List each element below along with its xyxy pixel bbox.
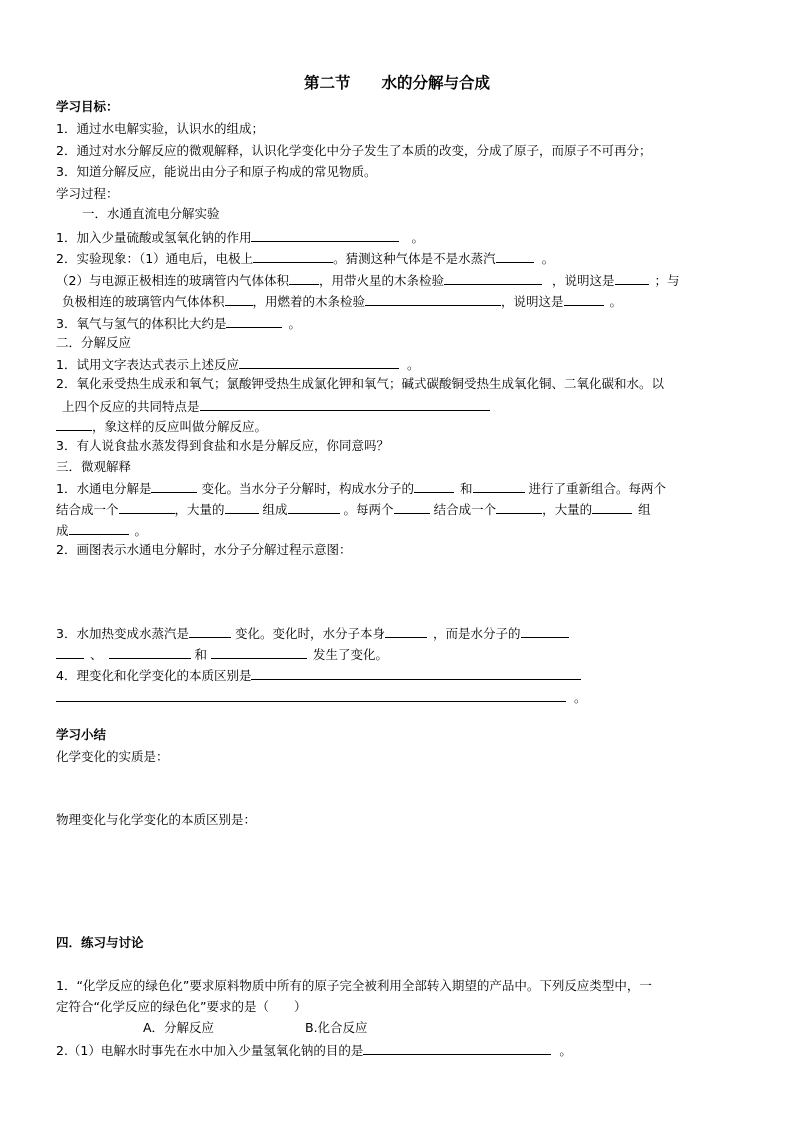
blank[interactable] bbox=[394, 500, 430, 514]
process-heading: 学习过程： bbox=[56, 186, 119, 201]
s1-question-1: 1．加入少量硫酸或氢氧化钠的作用 。 bbox=[56, 230, 424, 245]
practice-question-1: 1．“化学反应的绿色化”要求原料物质中所有的原子完全被利用全部转入期望的产品中。下列反应类型中，一 bbox=[56, 978, 652, 993]
blank[interactable] bbox=[385, 624, 427, 638]
blank[interactable] bbox=[119, 500, 175, 514]
summary-line-2: 物理变化与化学变化的本质区别是： bbox=[56, 812, 257, 827]
blank[interactable] bbox=[473, 479, 525, 493]
option-b: B.化合反应 bbox=[305, 1020, 368, 1035]
blank[interactable] bbox=[151, 479, 197, 493]
s2-question-3: 3．有人说食盐水蒸发得到食盐和水是分解反应，你同意吗？ bbox=[56, 438, 389, 453]
s2-question-2-cont: 上四个反应的共同特点是 bbox=[62, 397, 490, 415]
objectives-heading: 学习目标： bbox=[56, 99, 119, 114]
blank[interactable] bbox=[289, 271, 319, 285]
practice-question-1-cont: 定符合“化学反应的绿色化”要求的是（ ） bbox=[56, 999, 307, 1014]
page-title: 第二节 水的分解与合成 bbox=[303, 74, 490, 92]
blank[interactable] bbox=[225, 292, 253, 306]
blank[interactable] bbox=[365, 292, 501, 306]
s3-question-1-end: 成 。 bbox=[56, 523, 148, 538]
blank[interactable] bbox=[288, 500, 340, 514]
blank[interactable] bbox=[592, 500, 632, 514]
s3-question-4: 4．理变化和化学变化的本质区别是 bbox=[56, 666, 581, 684]
section1-title: 一．水通直流电分解实验 bbox=[82, 206, 220, 221]
s3-question-3: 3．水加热变成水蒸汽是 变化。变化时，水分子本身 ，而是水分子的 bbox=[56, 624, 569, 642]
blank[interactable] bbox=[189, 624, 231, 638]
blank[interactable] bbox=[225, 500, 259, 514]
blank[interactable] bbox=[615, 271, 649, 285]
s1-question-3: （2）与电源正极相连的玻璃管内气体体积 ，用带火星的木条检验 ，说明这是 ；与 bbox=[56, 273, 680, 288]
blank[interactable] bbox=[56, 688, 566, 702]
s3-question-1: 1．水通电分解是 变化。当水分子分解时，构成水分子的 和 进行了重新组合。每两个 bbox=[56, 481, 667, 496]
blank[interactable] bbox=[251, 666, 581, 680]
objective-item: 1．通过水电解实验，认识水的组成； bbox=[56, 121, 264, 136]
blank[interactable] bbox=[200, 397, 490, 411]
blank[interactable] bbox=[56, 417, 92, 431]
blank[interactable] bbox=[444, 271, 542, 285]
objective-item: 2．通过对水分解反应的微观解释，认识化学变化中分子发生了本质的改变，分成了原子，而原子不可再分； bbox=[56, 143, 652, 158]
blank[interactable] bbox=[253, 249, 333, 263]
blank[interactable] bbox=[211, 645, 307, 659]
practice-question-2: 2.（1）电解水时事先在水中加入少量氢氧化钠的目的是 。 bbox=[56, 1043, 572, 1058]
s1-question-5: 3．氧气与氢气的体积比大约是 。 bbox=[56, 316, 301, 331]
s1-question-2: 2．实验现象：（1）通电后，电极上 。猜测这种气体是不是水蒸汽 。 bbox=[56, 251, 555, 266]
blank[interactable] bbox=[226, 314, 282, 328]
s2-question-2-end: ，象这样的反应叫做分解反应。 bbox=[56, 417, 267, 435]
blank[interactable] bbox=[56, 645, 84, 659]
section2-title: 二．分解反应 bbox=[56, 335, 132, 350]
summary-line-1: 化学变化的实质是： bbox=[56, 749, 169, 764]
blank[interactable] bbox=[69, 521, 129, 535]
blank[interactable] bbox=[414, 479, 454, 493]
blank[interactable] bbox=[496, 500, 542, 514]
s1-question-4: 负极相连的玻璃管内气体体积 ，用燃着的木条检验 ，说明这是 。 bbox=[62, 294, 623, 309]
s3-question-3-cont: 、 和 发生了变化。 bbox=[56, 645, 388, 663]
blank[interactable] bbox=[363, 1041, 551, 1055]
blank[interactable] bbox=[109, 645, 191, 659]
section3-title: 三．微观解释 bbox=[56, 459, 132, 474]
practice-heading: 四．练习与讨论 bbox=[56, 935, 144, 950]
blank[interactable] bbox=[521, 624, 569, 638]
objective-item: 3．知道分解反应，能说出由分子和原子构成的常见物质。 bbox=[56, 164, 377, 179]
blank[interactable] bbox=[564, 292, 604, 306]
s3-question-2: 2．画图表示水通电分解时，水分子分解过程示意图： bbox=[56, 542, 352, 557]
s3-question-1-cont: 结合成一个 ，大量的 组成 。每两个 结合成一个 ，大量的 组 bbox=[56, 502, 651, 517]
s3-question-4-end: 。 bbox=[56, 688, 587, 706]
option-a: A．分解反应 bbox=[143, 1020, 215, 1035]
blank[interactable] bbox=[251, 228, 399, 242]
s2-question-2: 2．氧化汞受热生成汞和氧气；氯酸钾受热生成氯化钾和氧气；碱式碳酸铜受热生成氧化铜、二氧化碳和水。以 bbox=[56, 376, 664, 391]
s2-question-1: 1．试用文字表达式表示上述反应 。 bbox=[56, 357, 420, 372]
blank[interactable] bbox=[496, 249, 534, 263]
summary-heading: 学习小结 bbox=[56, 727, 107, 742]
blank[interactable] bbox=[239, 355, 399, 369]
